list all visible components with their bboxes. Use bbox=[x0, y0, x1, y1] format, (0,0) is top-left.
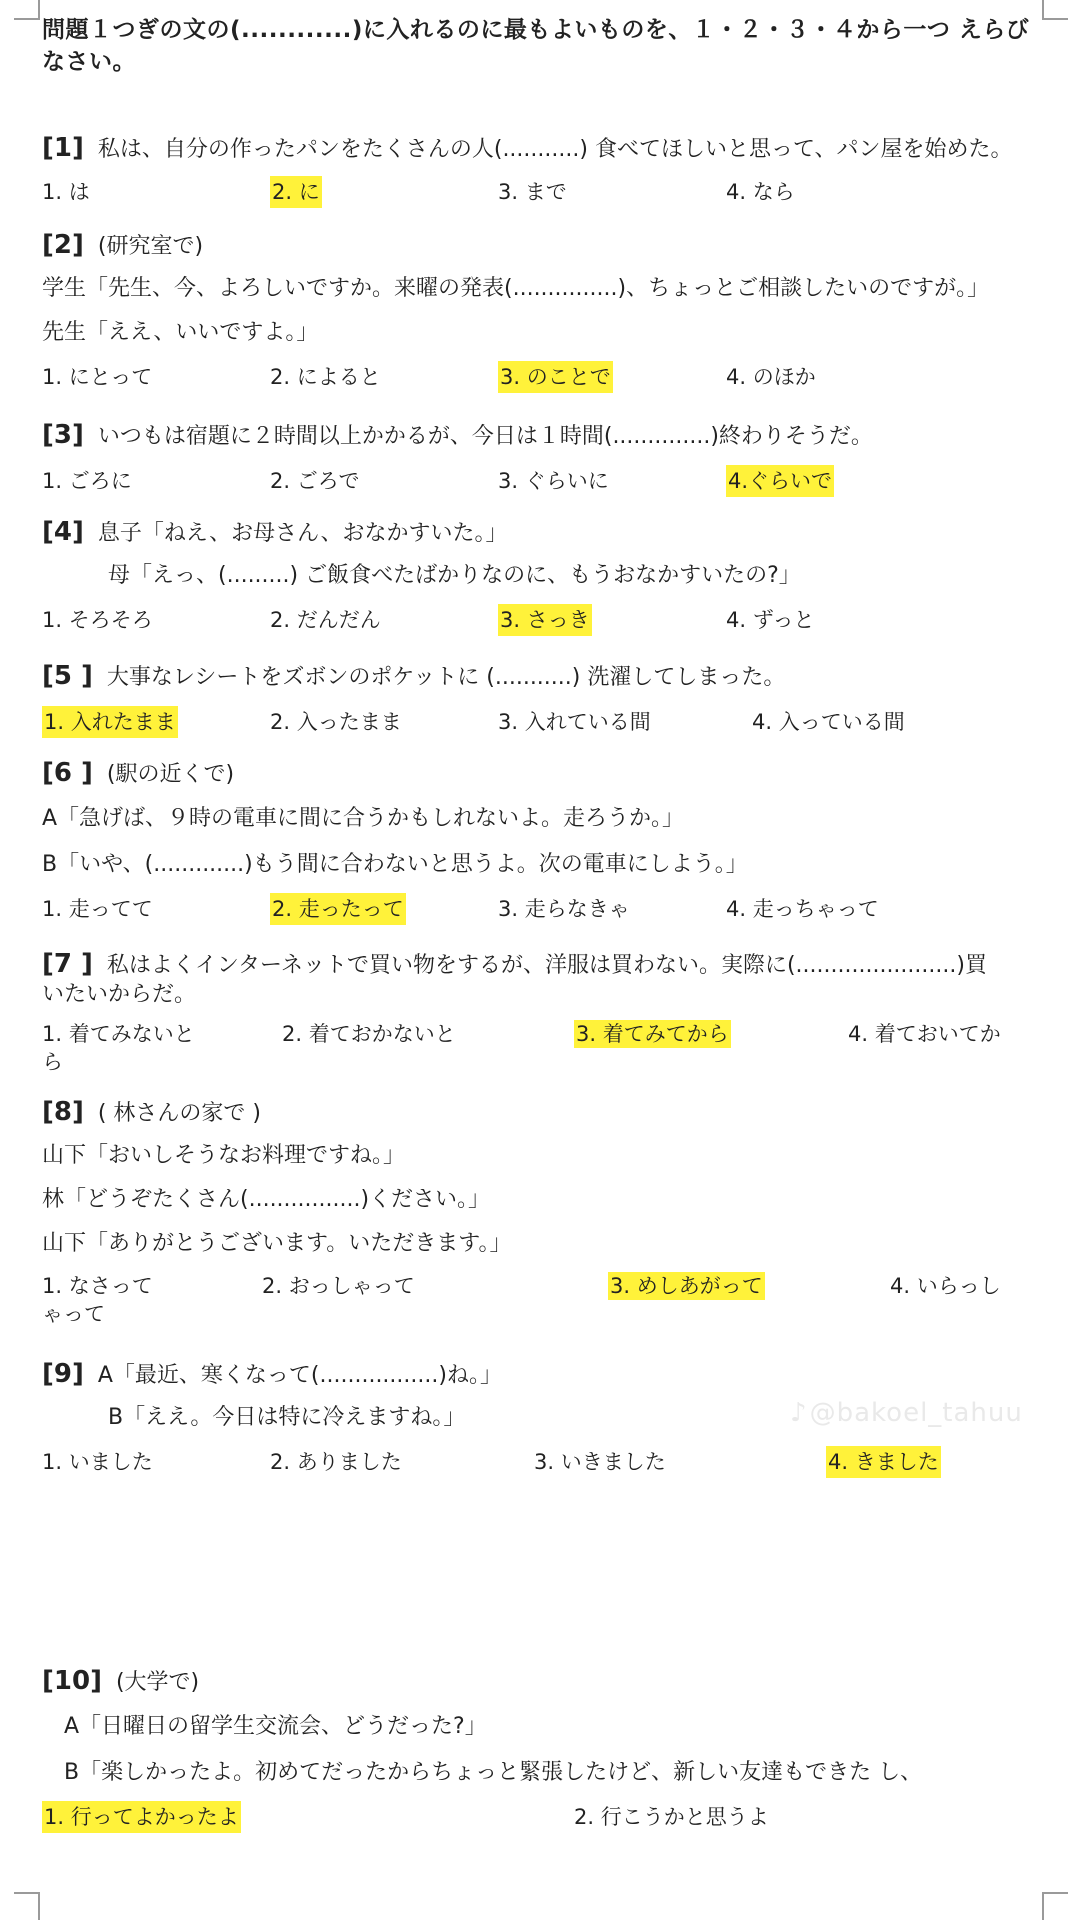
dialogue-line: 山下「おいしそうなお料理ですね。」 bbox=[42, 1143, 406, 1168]
question-number: [9] bbox=[42, 1359, 84, 1389]
option-1-answer[interactable]: 1. 行ってよかったよ bbox=[42, 1801, 241, 1833]
question-1 bbox=[42, 132, 1042, 208]
options-row bbox=[42, 1272, 1042, 1330]
question-7 bbox=[42, 948, 1042, 1078]
option-4-answer[interactable]: 4. きました bbox=[826, 1446, 941, 1478]
question-text: 大事なレシートをズボンのポケットに (...........) 洗濯してしまった。 bbox=[106, 665, 786, 690]
options-row bbox=[42, 604, 1042, 636]
question-5 bbox=[42, 660, 1042, 738]
options-row bbox=[42, 706, 1042, 738]
option-3[interactable]: 3. いきました bbox=[534, 1450, 666, 1474]
watermark-handle: @bakoel_tahuu bbox=[809, 1398, 1023, 1428]
crop-mark-bottom-right bbox=[1042, 1892, 1068, 1920]
options-row bbox=[42, 1020, 1042, 1078]
option-4[interactable]: 4. のほか bbox=[726, 365, 816, 389]
question-context: ( 林さんの家で ) bbox=[97, 1101, 262, 1126]
option-2-answer[interactable]: 2. に bbox=[270, 176, 322, 208]
option-1[interactable]: 1. ごろに bbox=[42, 469, 132, 493]
dialogue-line: A「最近、寒くなって(.................)ね。」 bbox=[97, 1363, 502, 1388]
option-2[interactable]: 2. によると bbox=[270, 365, 381, 389]
option-3-answer[interactable]: 3. めしあがって bbox=[610, 1274, 763, 1298]
question-number: [4] bbox=[42, 517, 84, 547]
question-context: (大学で) bbox=[115, 1670, 200, 1695]
option-2-answer[interactable]: 2. 走ったって bbox=[270, 893, 406, 925]
question-number: [5 ] bbox=[42, 661, 93, 691]
option-2[interactable]: 2. 着ておかないと bbox=[282, 1022, 456, 1046]
question-text: いつもは宿題に２時間以上かかるが、今日は１時間(..............)終わりそうだ。 bbox=[97, 424, 873, 449]
question-8 bbox=[42, 1096, 1042, 1330]
dialogue-line: B「楽しかったよ。初めてだったからちょっと緊張したけど、新しい友達もできた し、 bbox=[64, 1760, 923, 1785]
question-text: 私はよくインターネットで買い物をするが、洋服は買わない。実際に(.......................)買 bbox=[106, 953, 987, 978]
option-1[interactable]: 1. いました bbox=[42, 1450, 153, 1474]
dialogue-line: B「いや、(.............)もう間に合わないと思うよ。次の電車にしよう。」 bbox=[42, 852, 748, 877]
option-2[interactable]: 2. 行こうかと思うよ bbox=[574, 1805, 769, 1829]
question-3 bbox=[42, 419, 1042, 497]
option-1[interactable]: 1. 走ってて bbox=[42, 897, 153, 921]
crop-mark-top-right bbox=[1042, 0, 1068, 20]
option-3-answer[interactable]: 3. 着てみてから bbox=[576, 1022, 729, 1046]
dialogue-line: 学生「先生、今、よろしいですか。来曜の発表(...............)、ちょっとご相談したいのですが。」 bbox=[42, 276, 990, 301]
question-number: [7 ] bbox=[42, 949, 93, 979]
option-1[interactable]: 1. そろそろ bbox=[42, 608, 153, 632]
option-4[interactable]: 4. 走っちゃって bbox=[726, 897, 879, 921]
dialogue-line: A「日曜日の留学生交流会、どうだった?」 bbox=[64, 1714, 487, 1739]
option-1[interactable]: 1. は bbox=[42, 180, 90, 204]
question-number: [8] bbox=[42, 1097, 84, 1127]
crop-mark-bottom-left bbox=[14, 1892, 40, 1920]
dialogue-line: 山下「ありがとうございます。いただきます。」 bbox=[42, 1231, 512, 1256]
option-2[interactable]: 2. ごろで bbox=[270, 469, 360, 493]
option-3[interactable]: 3. 入れている間 bbox=[498, 710, 651, 734]
dialogue-line: 林「どうぞたくさん(................)ください。」 bbox=[42, 1187, 491, 1212]
option-4-wrap: ら bbox=[42, 1050, 63, 1074]
option-4[interactable]: 4. いらっし bbox=[890, 1274, 1001, 1298]
option-4-wrap: ゃって bbox=[42, 1302, 105, 1326]
dialogue-line: B「ええ。今日は特に冷えますね。」 bbox=[108, 1405, 466, 1430]
dialogue-line: 先生「ええ、いいですよ。」 bbox=[42, 320, 319, 345]
options-row bbox=[42, 361, 1042, 393]
option-4[interactable]: 4. 着ておいてか bbox=[848, 1022, 1001, 1046]
option-1[interactable]: 1. 着てみないと bbox=[42, 1022, 195, 1046]
option-2[interactable]: 2. 入ったまま bbox=[270, 710, 402, 734]
question-6 bbox=[42, 757, 1042, 925]
crop-mark-top-left bbox=[14, 0, 40, 20]
options-row bbox=[42, 1446, 1042, 1478]
question-2 bbox=[42, 229, 1042, 393]
option-4[interactable]: 4. なら bbox=[726, 180, 795, 204]
question-context: (駅の近くで) bbox=[106, 762, 235, 787]
watermark bbox=[790, 1398, 1023, 1428]
option-1-answer[interactable]: 1. 入れたまま bbox=[42, 706, 178, 738]
option-3[interactable]: 3. 走らなきゃ bbox=[498, 897, 630, 921]
option-2[interactable]: 2. おっしゃって bbox=[262, 1274, 415, 1298]
question-number: [10] bbox=[42, 1666, 102, 1696]
question-context: (研究室で) bbox=[97, 234, 204, 259]
options-row bbox=[42, 893, 1042, 925]
options-row bbox=[42, 465, 1042, 497]
option-3-answer[interactable]: 3. のことで bbox=[498, 361, 613, 393]
option-3-answer[interactable]: 3. さっき bbox=[498, 604, 592, 636]
dialogue-line: 母「えっ、(.........) ご飯食べたばかりなのに、もうおなかすいたの?」 bbox=[108, 563, 801, 588]
option-3[interactable]: 3. ぐらいに bbox=[498, 469, 609, 493]
question-number: [2] bbox=[42, 230, 84, 260]
question-4 bbox=[42, 516, 1042, 636]
question-text: 私は、自分の作ったパンをたくさんの人(...........) 食べてほしいと思って、パン屋を始めた。 bbox=[97, 137, 1013, 162]
option-2[interactable]: 2. だんだん bbox=[270, 608, 381, 632]
dialogue-line: 息子「ねえ、お母さん、おなかすいた。」 bbox=[97, 521, 508, 546]
options-row bbox=[42, 1801, 1042, 1833]
dialogue-line: A「急げば、９時の電車に間に合うかもしれないよ。走ろうか。」 bbox=[42, 806, 685, 831]
option-1[interactable]: 1. なさって bbox=[42, 1274, 153, 1298]
option-3[interactable]: 3. まで bbox=[498, 180, 567, 204]
question-text-continued: いたいからだ。 bbox=[42, 982, 197, 1007]
option-1[interactable]: 1. にとって bbox=[42, 365, 153, 389]
question-number: [1] bbox=[42, 133, 84, 163]
question-number: [3] bbox=[42, 420, 84, 450]
tiktok-icon: ♪ bbox=[790, 1398, 808, 1428]
instructions-header: 問題１つぎの文の(............)に入れるのに最もよいものを、１・２・３・４から一つ えらびなさい。 bbox=[42, 17, 1030, 75]
option-2[interactable]: 2. ありました bbox=[270, 1450, 402, 1474]
option-4[interactable]: 4. 入っている間 bbox=[752, 710, 905, 734]
question-number: [6 ] bbox=[42, 758, 93, 788]
option-4[interactable]: 4. ずっと bbox=[726, 608, 815, 632]
options-row bbox=[42, 176, 1042, 208]
question-10 bbox=[42, 1665, 1042, 1833]
option-4-answer[interactable]: 4.ぐらいで bbox=[726, 465, 834, 497]
